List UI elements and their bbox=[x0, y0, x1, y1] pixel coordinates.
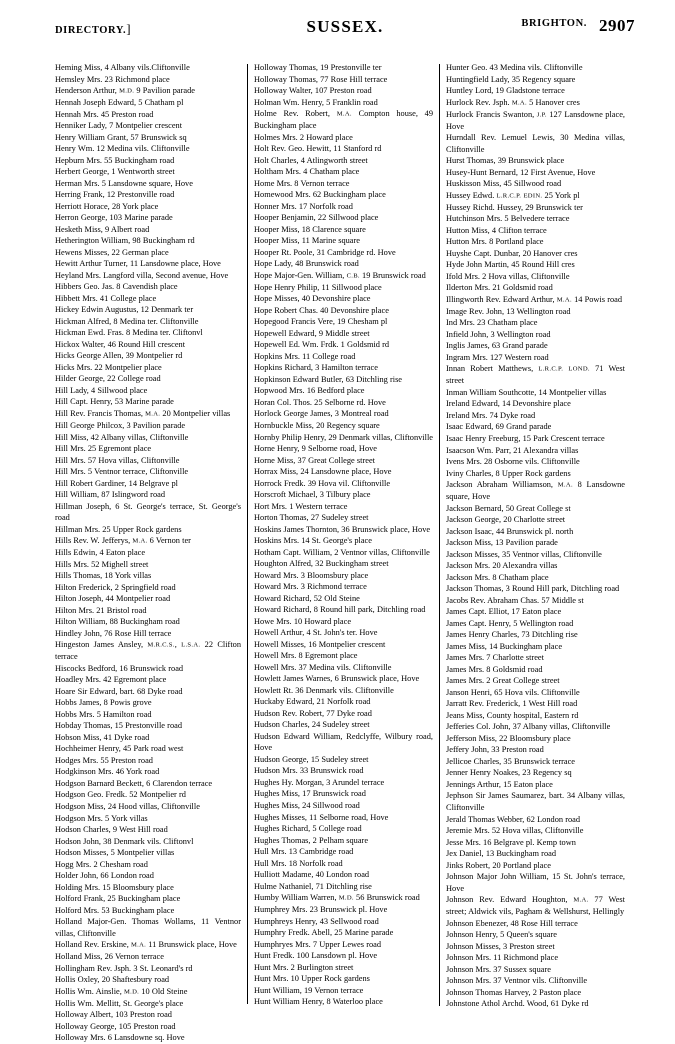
directory-entry: James Henry Charles, 73 Ditchling rise bbox=[446, 630, 578, 640]
directory-entry: Houghton Alfred, 32 Buckingham street bbox=[254, 559, 389, 569]
directory-entry: Hutton Mrs. 8 Portland place bbox=[446, 237, 544, 247]
directory-entry: James Mrs. 2 Great College street bbox=[446, 676, 560, 686]
directory-entry: James Mrs. 7 Charlotte street bbox=[446, 653, 544, 663]
directory-entry: Holford Mrs. 53 Buckingham place bbox=[55, 905, 175, 915]
directory-entry: Hills Rev. W. Jefferys, M.A. 6 Vernon ter bbox=[55, 536, 191, 546]
directory-entry: Jefferies Col. John, 37 Albany villas, Cliftonville bbox=[446, 722, 611, 732]
directory-entry: Hill George Philcox, 3 Pavilion parade bbox=[55, 420, 186, 430]
directory-entry: Hewitt Arthur Turner, 11 Lansdowne place, Hove bbox=[55, 259, 221, 269]
directory-column-3 bbox=[439, 62, 625, 1010]
directory-entry: Herriott Horace, 28 York place bbox=[55, 201, 159, 211]
directory-entry: Hussey Edwd. L.R.C.P. EDIN. 25 York pl bbox=[446, 190, 580, 200]
directory-entry: Hilton William, 88 Buckingham road bbox=[55, 617, 180, 627]
directory-entry: Jackson Miss, 13 Pavilion parade bbox=[446, 538, 558, 548]
directory-entry: Hickman Alfred, 8 Medina ter. Cliftonville bbox=[55, 316, 199, 326]
directory-entry: Jackson Mrs. 8 Chatham place bbox=[446, 572, 549, 582]
directory-entry: Holt Rev. Geo. Hewitt, 11 Stanford rd bbox=[254, 144, 382, 154]
directory-entry: Hill Mrs. 5 Ventnor terrace, Cliftonville bbox=[55, 467, 189, 477]
directory-entry: Hussey Richd. Hussey, 29 Brunswick ter bbox=[446, 202, 583, 212]
directory-entry: Hull Mrs. 13 Cambridge road bbox=[254, 847, 354, 857]
directory-entry: Hopewell Ed. Wm. Frdk. 1 Goldsmid rd bbox=[254, 340, 390, 350]
directory-entry: Hopwood Mrs. 16 Bedford place bbox=[254, 386, 365, 396]
directory-entry: Illingworth Rev. Edward Arthur, M.A. 14 Powis road bbox=[446, 294, 623, 304]
directory-entry: Hooper Rt. Poole, 31 Cambridge rd. Hove bbox=[254, 247, 396, 257]
directory-entry: Hickman Ewd. Fras. 8 Medina ter. Cliftonvl bbox=[55, 328, 203, 338]
directory-entry: Hunt Fredk. 100 Lansdown pl. Hove bbox=[254, 951, 378, 961]
directory-entry: Inglis James, 63 Grand parade bbox=[446, 341, 548, 351]
directory-entry: Hodgson Miss, 24 Hood villas, Cliftonville bbox=[55, 802, 200, 811]
directory-entry: Johnson Mrs. 37 Ventnor vils. Cliftonville bbox=[446, 976, 588, 986]
directory-entry: Humphryes Mrs. 7 Upper Lewes road bbox=[254, 939, 382, 949]
directory-entry: Humphreys Henry, 43 Sellwood road bbox=[254, 916, 379, 926]
directory-entry: Iviny Charles, 8 Upper Rock gardens bbox=[446, 468, 571, 478]
directory-entry: Howell Mrs. 8 Egremont place bbox=[254, 651, 358, 661]
directory-entry: Huskisson Miss, 45 Sillwood road bbox=[446, 179, 562, 189]
directory-entry: Hughes Hy. Morgan, 3 Arundel terrace bbox=[254, 777, 385, 787]
directory-entry: Howe Mrs. 10 Howard place bbox=[254, 616, 352, 626]
directory-entry: Johnson Mrs. 11 Richmond place bbox=[446, 953, 559, 963]
directory-entry: Husey-Hunt Bernard, 12 First Avenue, Hove bbox=[446, 167, 596, 177]
directory-entry: Ivens Mrs. 28 Osborne vils. Cliftonville bbox=[446, 457, 580, 467]
directory-entry: Hodges Mrs. 55 Preston road bbox=[55, 755, 153, 765]
directory-entry: Hill Capt. Henry, 53 Marine parade bbox=[55, 397, 174, 407]
directory-entry: Home Mrs. 8 Vernon terrace bbox=[254, 178, 350, 188]
directory-entry: Hollis Wm. Mellitt, St. George's place bbox=[55, 998, 184, 1008]
directory-entry: Henniker Lady, 7 Montpelier crescent bbox=[55, 121, 183, 131]
directory-entry: Jackson George, 20 Charlotte street bbox=[446, 515, 566, 525]
directory-entry: Hogg Mrs. 2 Chesham road bbox=[55, 859, 148, 869]
directory-entry: Henry Wm. 12 Medina vils. Cliftonville bbox=[55, 144, 190, 154]
directory-entry: Hollis Wm. Ainslie, M.D. 10 Old Steine bbox=[55, 986, 188, 996]
directory-entry: Herron George, 103 Marine parade bbox=[55, 213, 173, 223]
directory-entry: Johnson Rev. Edward Houghton, M.A. 77 West street; Aldwick vils, Pagham & Wellshurst, Hellingly bbox=[446, 895, 625, 917]
running-head-bracket: ] bbox=[126, 21, 132, 36]
directory-entry: Hopewell Edward, 9 Middle street bbox=[254, 328, 370, 338]
directory-entry: Holloway Walter, 107 Preston road bbox=[254, 86, 372, 96]
directory-entry: Holford Frank, 25 Buckingham place bbox=[55, 894, 181, 904]
directory-entry: Hudson Rev. Robert, 77 Dyke road bbox=[254, 708, 372, 718]
directory-entry: Howell Misses, 16 Montpelier crescent bbox=[254, 639, 386, 649]
directory-entry: Hurst Thomas, 39 Brunswick place bbox=[446, 156, 565, 166]
directory-entry: Herring Frank, 12 Prestonville road bbox=[55, 190, 175, 200]
directory-entry: Hooper Miss, 18 Clarence square bbox=[254, 224, 366, 234]
directory-entry: James Capt. Henry, 5 Wellington road bbox=[446, 618, 574, 628]
directory-entry: James Mrs. 8 Goldsmid road bbox=[446, 664, 543, 674]
directory-entry: Hennah Joseph Edward, 5 Chatham pl bbox=[55, 98, 184, 108]
directory-entry: Hughes Miss, 17 Brunswick road bbox=[254, 789, 366, 799]
directory-entry: Hillman Joseph, 6 St. George's terrace, St. George's road bbox=[55, 501, 241, 523]
directory-entry: Hope Misses, 40 Devonshire place bbox=[254, 294, 371, 304]
directory-entry: Hill Robert Gardiner, 14 Belgrave pl bbox=[55, 478, 178, 488]
directory-entry: Holmes Mrs. 2 Howard place bbox=[254, 132, 353, 142]
directory-entry: Hutton Miss, 4 Clifton terrace bbox=[446, 225, 547, 235]
directory-entry: James Capt. Elliot, 17 Eaton place bbox=[446, 607, 562, 617]
directory-entry: Janson Henri, 65 Hova vils. Cliftonville bbox=[446, 687, 580, 697]
directory-entry: Hort Mrs. 1 Western terrace bbox=[254, 501, 348, 511]
directory-entry: Hilton Mrs. 21 Bristol road bbox=[55, 605, 147, 615]
directory-entry: Hunt Mrs. 2 Burlington street bbox=[254, 962, 354, 972]
directory-entry: Horne Miss, 37 Great College street bbox=[254, 455, 375, 465]
directory-entry: Huntingfield Lady, 35 Regency square bbox=[446, 74, 576, 84]
directory-entry: Hill Mrs. 57 Hova villas, Cliftonville bbox=[55, 455, 180, 465]
column-rule bbox=[247, 64, 248, 1004]
running-head bbox=[55, 0, 635, 44]
directory-entry: Isaacson Wm. Parr, 21 Alexandra villas bbox=[446, 445, 579, 455]
directory-entry: Jex Daniel, 13 Buckingham road bbox=[446, 849, 557, 859]
directory-entry: Image Rev. John, 13 Wellington road bbox=[446, 306, 571, 316]
directory-entry: Humphrey Mrs. 23 Brunswick pl. Hove bbox=[254, 905, 388, 915]
directory-entry: Horan Col. Thos. 25 Selborne rd. Hove bbox=[254, 397, 386, 407]
directory-entry: Jellicoe Charles, 35 Brunswick terrace bbox=[446, 756, 575, 766]
directory-entry: Hodgson Geo. Fredk. 52 Montpelier rd bbox=[55, 790, 186, 800]
directory-entry: Hodgson Barnard Beckett, 6 Clarendon terrace bbox=[55, 778, 213, 788]
directory-entry: Hurlock Francis Swanton, J.P. 127 Lansdowne place, Hove bbox=[446, 109, 625, 131]
directory-entry: Inman William Southcotte, 14 Montpelier villas bbox=[446, 387, 607, 397]
directory-entry: Herman Mrs. 5 Lansdowne square, Hove bbox=[55, 178, 193, 188]
directory-entry: Holland Major-Gen. Thomas Wollams, 11 Ventnor villas, Cliftonville bbox=[55, 917, 241, 938]
directory-entry: Hill Mrs. 25 Egremont place bbox=[55, 444, 152, 454]
directory-entry: Hodson Charles, 9 West Hill road bbox=[55, 825, 168, 835]
directory-entry: Hooper Miss, 11 Marine square bbox=[254, 236, 360, 246]
directory-entry: Holland Rev. Erskine, M.A. 11 Brunswick place, Hove bbox=[55, 940, 237, 950]
directory-entry: Humby William Warren, M.D. 56 Brunswick road bbox=[254, 893, 420, 903]
directory-entry: Hobbs James, 8 Powis grove bbox=[55, 698, 152, 708]
directory-entry: Hoadley Mrs. 42 Egremont place bbox=[55, 675, 167, 685]
directory-entry: Holt Charles, 4 Atlingworth street bbox=[254, 155, 368, 165]
directory-entry: Hills Thomas, 18 York villas bbox=[55, 571, 152, 581]
directory-entry: Hornbuckle Miss, 20 Regency square bbox=[254, 420, 380, 430]
directory-entry: Howlett James Warnes, 6 Brunswick place, Hove bbox=[254, 674, 420, 684]
directory-entry: Jarratt Rev. Frederick, 1 West Hill road bbox=[446, 699, 578, 709]
directory-entry: Henderson Arthur, M.D. 9 Pavilion parade bbox=[55, 86, 195, 96]
directory-entry: Heming Miss, 4 Albany vils.Cliftonville bbox=[55, 63, 190, 72]
directory-entry: Holloway Thomas, 77 Rose Hill terrace bbox=[254, 74, 388, 84]
directory-entry: Howard Richard, 52 Old Steine bbox=[254, 593, 360, 603]
directory-entry: Huckaby Edward, 21 Norfolk road bbox=[254, 697, 371, 707]
directory-entry: Jefferson Miss, 22 Bloomsbury place bbox=[446, 733, 571, 743]
directory-entry: Isaac Henry Freeburg, 15 Park Crescent terrace bbox=[446, 434, 605, 443]
directory-entry: Jennings Arthur, 15 Eaton place bbox=[446, 779, 553, 789]
directory-entry: Hepburn Mrs. 55 Buckingham road bbox=[55, 155, 175, 165]
directory-entry: Ind Mrs. 23 Chatham place bbox=[446, 318, 538, 328]
directory-entry: Hope Robert Chas. 40 Devonshire place bbox=[254, 305, 389, 315]
directory-entry: Infield John, 3 Wellington road bbox=[446, 329, 551, 339]
directory-entry: Hilton Frederick, 2 Springfield road bbox=[55, 582, 176, 592]
directory-entry: Hull Mrs. 18 Norfolk road bbox=[254, 858, 343, 868]
directory-entry: Hyde John Martin, 45 Round Hill cres bbox=[446, 260, 575, 270]
directory-entry: Hotham Capt. William, 2 Ventnor villas, Cliftonville bbox=[254, 547, 430, 557]
directory-entry: Hunt William, 19 Vernon terrace bbox=[254, 985, 364, 995]
directory-entry: Horrax Miss, 24 Lansdowne place, Hove bbox=[254, 467, 392, 477]
directory-entry: Jerald Thomas Webber, 62 London road bbox=[446, 814, 581, 824]
directory-entry: Howard Mrs. 3 Richmond terrace bbox=[254, 582, 367, 592]
directory-entry: Hudson Edward William, Redclyffe, Wilbury road, Hove bbox=[254, 731, 433, 753]
directory-entry: Hulme Nathaniel, 71 Ditchling rise bbox=[254, 881, 372, 891]
directory-column-1 bbox=[55, 62, 241, 1044]
directory-entry: Hillman Mrs. 25 Upper Rock gardens bbox=[55, 524, 182, 534]
directory-entry: Johnson Mrs. 37 Sussex square bbox=[446, 964, 551, 974]
directory-entry: Hingeston James Ansley, M.R.C.S., L.S.A. 22 Clifton terrace bbox=[55, 640, 241, 662]
directory-entry: Holman Wm. Henry, 5 Franklin road bbox=[254, 97, 378, 107]
directory-entry: Jackson Mrs. 20 Alexandra villas bbox=[446, 561, 558, 571]
directory-entry: Hughes Misses, 11 Selborne road, Hove bbox=[254, 812, 389, 822]
directory-entry: Hodson John, 38 Denmark vils. Cliftonvl bbox=[55, 836, 194, 846]
directory-entry: Horrock Fredk. 39 Hova vil. Cliftonville bbox=[254, 478, 391, 488]
directory-entry: Jackson Isaac, 44 Brunswick pl. north bbox=[446, 526, 574, 536]
directory-entry: Hudson Mrs. 33 Brunswick road bbox=[254, 766, 364, 776]
directory-columns bbox=[55, 62, 633, 1044]
directory-entry: Jenner Henry Noakes, 23 Regency sq bbox=[446, 768, 572, 778]
directory-entry: Hetherington William, 98 Buckingham rd bbox=[55, 236, 195, 246]
running-head-town-label: BRIGHTON. bbox=[521, 18, 587, 29]
directory-entry: Hemsley Mrs. 23 Richmond place bbox=[55, 74, 170, 84]
directory-entry: Henry William Grant, 57 Brunswick sq bbox=[55, 132, 187, 142]
directory-entry: Hulliott Madame, 40 London road bbox=[254, 870, 370, 880]
directory-entry: Jackson Abraham Williamson, M.A. 8 Lansdowne square, Hove bbox=[446, 480, 626, 502]
directory-entry: Hewens Misses, 22 German place bbox=[55, 247, 169, 257]
directory-entry: Hennah Mrs. 45 Preston road bbox=[55, 109, 154, 119]
directory-entry: Johnson Major John William, 15 St. John's terrace, Hove bbox=[446, 872, 625, 893]
directory-entry: Hobbs Mrs. 5 Hamilton road bbox=[55, 709, 152, 719]
directory-entry: Hesketh Miss, 9 Albert road bbox=[55, 224, 150, 234]
directory-entry: Ilderton Mrs. 21 Goldsmid road bbox=[446, 283, 553, 293]
directory-entry: Hudson Charles, 24 Sudeley street bbox=[254, 720, 370, 730]
directory-entry: Huyshe Capt. Dunbar, 20 Hanover cres bbox=[446, 248, 578, 258]
directory-entry: Howard Mrs. 3 Bloomsbury place bbox=[254, 570, 369, 580]
directory-entry: Heyland Mrs. Langford villa, Second avenue, Hove bbox=[55, 270, 229, 280]
directory-entry: Hughes Miss, 24 Sillwood road bbox=[254, 801, 360, 810]
directory-entry: Hill Miss, 42 Albany villas, Cliftonville bbox=[55, 432, 189, 442]
running-head-right bbox=[521, 16, 635, 36]
directory-entry: Jephson Sir James Saumarez, bart. 34 Albany villas, Cliftonville bbox=[446, 791, 625, 812]
directory-entry: Hills Mrs. 52 Mighell street bbox=[55, 559, 149, 569]
directory-entry: Innan Robert Matthews, L.R.C.P. LOND. 71 West street bbox=[446, 364, 625, 386]
directory-entry: Hunt William Henry, 8 Waterloo place bbox=[254, 997, 383, 1007]
directory-entry: Hiscocks Bedford, 16 Brunswick road bbox=[55, 663, 184, 673]
directory-entry: Hope Major-Gen. William, C.B. 19 Brunswick road bbox=[254, 270, 426, 280]
directory-entry: Hurndall Rev. Lemuel Lewis, 30 Medina villas, Cliftonville bbox=[446, 133, 625, 154]
directory-entry: Horton Thomas, 27 Sudeley street bbox=[254, 513, 369, 523]
directory-entry: Jacobs Rev. Abraham Chas. 57 Middle st bbox=[446, 595, 584, 605]
directory-entry: Hope Henry Philip, 11 Sillwood place bbox=[254, 282, 382, 292]
directory-entry: Hunter Geo. 43 Medina vils. Cliftonville bbox=[446, 63, 583, 72]
directory-entry: Hurlock Rev. Jsph. M.A. 5 Hanover cres bbox=[446, 97, 580, 107]
directory-entry: Hodgkinson Mrs. 46 York road bbox=[55, 767, 160, 777]
directory-entry: Jackson Misses, 35 Ventnor villas, Cliftonville bbox=[446, 549, 602, 559]
directory-entry: Homewood Mrs. 62 Buckingham place bbox=[254, 190, 386, 200]
directory-entry: Jeremie Mrs. 52 Hova villas, Cliftonville bbox=[446, 826, 584, 836]
directory-entry: Jeans Miss, County hospital, Eastern rd bbox=[446, 710, 579, 720]
page-number: 2907 bbox=[599, 16, 635, 35]
directory-entry: James Miss, 14 Buckingham place bbox=[446, 641, 563, 651]
directory-entry: Hill Lady, 4 Sillwood place bbox=[55, 385, 148, 395]
directory-entry: Hodson Misses, 5 Montpelier villas bbox=[55, 848, 175, 858]
directory-entry: Holme Rev. Robert, M.A. Compton house, 49 Buckingham place bbox=[254, 109, 433, 131]
running-head-county-title: SUSSEX. bbox=[306, 17, 384, 36]
directory-entry: Hills Edwin, 4 Eaton place bbox=[55, 548, 146, 558]
directory-entry: Jackson Thomas, 3 Round Hill park, Ditchling road bbox=[446, 584, 620, 594]
directory-entry: Hooper Benjamin, 22 Sillwood place bbox=[254, 213, 379, 223]
directory-entry: Ifold Mrs. 2 Hova villas, Cliftonville bbox=[446, 271, 570, 281]
directory-entry: Howell Arthur, 4 St. John's ter. Hove bbox=[254, 628, 378, 638]
directory-entry: Jinks Robert, 20 Portland place bbox=[446, 860, 551, 870]
directory-entry: Herbert George, 1 Wentworth street bbox=[55, 167, 175, 177]
directory-entry: Hochheimer Henry, 45 Park road west bbox=[55, 744, 184, 754]
directory-entry: Holding Mrs. 15 Bloomsbury place bbox=[55, 882, 174, 892]
directory-entry: Howard Richard, 8 Round hill park, Ditchling road bbox=[254, 605, 426, 615]
directory-entry: Hope Lady, 48 Brunswick road bbox=[254, 259, 359, 269]
directory-entry: Hudson George, 15 Sudeley street bbox=[254, 754, 369, 764]
directory-entry: Hughes Richard, 5 College road bbox=[254, 824, 362, 834]
directory-entry: Holloway George, 105 Preston road bbox=[55, 1021, 176, 1031]
directory-entry: Holtham Mrs. 4 Chatham place bbox=[254, 167, 360, 177]
directory-entry: Johnson Henry, 5 Queen's square bbox=[446, 930, 557, 940]
directory-entry: Jeffery John, 33 Preston road bbox=[446, 745, 544, 755]
directory-entry: Hicks Mrs. 22 Montpelier place bbox=[55, 362, 162, 372]
directory-entry: Hilder George, 22 College road bbox=[55, 374, 161, 384]
column-rule bbox=[439, 64, 440, 1006]
directory-entry: Johnson Ebenezer, 48 Rose Hill terrace bbox=[446, 918, 578, 928]
directory-entry: Hopkinson Edward Butler, 63 Ditchling rise bbox=[254, 374, 403, 384]
directory-entry: Hopkins Mrs. 11 College road bbox=[254, 351, 356, 361]
directory-entry: Hutchinson Mrs. 5 Belvedere terrace bbox=[446, 214, 570, 224]
directory-entry: Holloway Albert, 103 Preston road bbox=[55, 1010, 172, 1020]
directory-entry: Howell Mrs. 37 Medina vils. Cliftonville bbox=[254, 662, 392, 672]
directory-entry: Ireland Mrs. 74 Dyke road bbox=[446, 410, 536, 420]
directory-entry: Hopegood Francis Vere, 19 Chesham pl bbox=[254, 317, 388, 327]
directory-entry: Huntley Lord, 19 Gladstone terrace bbox=[446, 86, 565, 96]
directory-entry: Johnson Misses, 3 Preston street bbox=[446, 941, 555, 951]
directory-entry: Hibbett Mrs. 41 College place bbox=[55, 293, 157, 303]
directory-entry: Johnson Thomas Harvey, 2 Paston place bbox=[446, 987, 582, 997]
directory-entry: Hibbers Geo. Jas. 8 Cavendish place bbox=[55, 282, 178, 292]
directory-entry: Isaac Edward, 69 Grand parade bbox=[446, 422, 552, 432]
directory-column-2 bbox=[247, 62, 433, 1008]
directory-entry: Hollis Oxley, 20 Shaftesbury road bbox=[55, 975, 170, 985]
directory-entry: Hicks George Allen, 39 Montpelier rd bbox=[55, 351, 183, 361]
directory-entry: Hobday Thomas, 15 Prestonville road bbox=[55, 721, 183, 731]
directory-entry: Hoskins Mrs. 14 St. George's place bbox=[254, 536, 372, 546]
directory-entry: Hollingham Rev. Jsph. 3 St. Leonard's rd bbox=[55, 963, 193, 973]
directory-entry: Hoskins James Thornton, 36 Brunswick place, Hove bbox=[254, 524, 431, 534]
directory-entry: Ingram Mrs. 127 Western road bbox=[446, 352, 549, 362]
directory-entry: Johnstone Athol Archd. Wood, 61 Dyke rd bbox=[446, 999, 589, 1009]
directory-entry: Horne Henry, 9 Selborne road, Hove bbox=[254, 444, 377, 454]
directory-entry: Hodgson Mrs. 5 York villas bbox=[55, 813, 148, 823]
directory-entry: Hilton Joseph, 44 Montpelier road bbox=[55, 594, 171, 604]
directory-entry: Horscroft Michael, 3 Tilbury place bbox=[254, 490, 371, 500]
directory-entry: Holloway Mrs. 6 Lansdowne sq. Hove bbox=[55, 1033, 185, 1043]
directory-entry: Humphry Fredk. Abell, 25 Marine parade bbox=[254, 928, 394, 938]
directory-entry: Hornby Philip Henry, 29 Denmark villas, Cliftonville bbox=[254, 432, 433, 442]
directory-entry: Horlock George James, 3 Montreal road bbox=[254, 409, 389, 419]
directory-entry: Hopkins Richard, 3 Hamilton terrace bbox=[254, 363, 378, 373]
directory-entry: Hickey Edwin Augustus, 12 Denmark ter bbox=[55, 305, 194, 315]
directory-entry: Hill William, 87 Islingword road bbox=[55, 490, 165, 500]
directory-entry: Hobson Miss, 41 Dyke road bbox=[55, 732, 150, 742]
directory-entry: Holloway Thomas, 19 Prestonville ter bbox=[254, 63, 382, 72]
directory-entry: Hughes Thomas, 2 Pelham square bbox=[254, 835, 369, 845]
directory-entry: Holder John, 66 London road bbox=[55, 871, 154, 881]
directory-entry: Jesse Mrs. 16 Belgrave pl. Kemp town bbox=[446, 837, 576, 847]
directory-entry: Jackson Bernard, 50 Great College st bbox=[446, 503, 571, 513]
directory-entry: Hoare Sir Edward, bart. 68 Dyke road bbox=[55, 686, 183, 696]
directory-entry: Hindley John, 76 Rose Hill terrace bbox=[55, 628, 172, 638]
running-head-directory-label: DIRECTORY. bbox=[55, 25, 127, 36]
directory-entry: Hickox Walter, 46 Round Hill crescent bbox=[55, 339, 186, 349]
directory-entry: Howlett Rt. 36 Denmark vils. Cliftonville bbox=[254, 685, 394, 695]
directory-entry: Ireland Edward, 14 Devonshire place bbox=[446, 399, 571, 409]
directory-entry: Honner Mrs. 17 Norfolk road bbox=[254, 201, 353, 211]
directory-entry: Hunt Mrs. 10 Upper Rock gardens bbox=[254, 974, 370, 984]
directory-entry: Holland Miss, 26 Vernon terrace bbox=[55, 952, 164, 962]
directory-entry: Hill Rev. Francis Thomas, M.A. 20 Montpelier villas bbox=[55, 408, 231, 418]
